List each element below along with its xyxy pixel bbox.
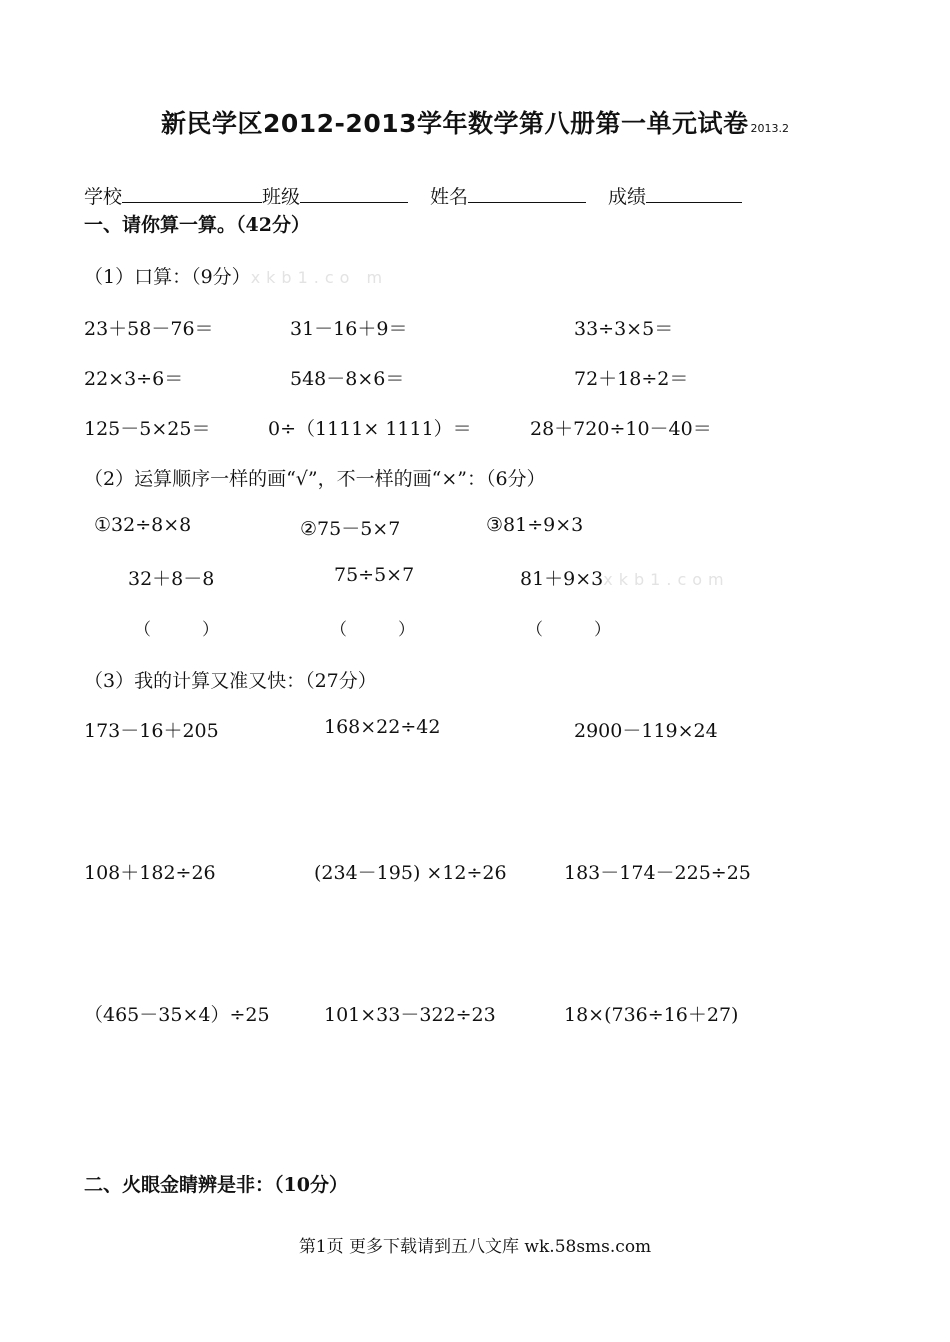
order-problem-compare: 75÷5×7 [334,564,415,586]
part1-heading: （1）口算：（9分）xkb1.co m [84,266,389,288]
calc-problem: （465－35×4）÷25 [84,1004,270,1026]
oral-problem: 125－5×25＝ [84,418,211,440]
name-blank[interactable] [468,182,586,203]
class-blank[interactable] [300,182,408,203]
name-label: 姓名 [430,186,469,208]
order-problem: ②75－5×7 [300,518,401,540]
order-problem-compare: 81＋9×3xkb1.com [520,568,730,590]
oral-problem: 23＋58－76＝ [84,318,214,340]
part3-heading: （3）我的计算又准又快：（27分） [84,670,377,692]
page-footer: 第1页 更多下载请到五八文库 wk.58sms.com [298,1237,652,1257]
school-blank[interactable] [122,182,262,203]
oral-problem: 22×3÷6＝ [84,368,184,390]
page-title [0,104,950,140]
class-label: 班级 [262,186,301,208]
score-label: 成绩 [608,186,647,208]
answer-box[interactable]: （ ） [330,620,415,640]
score-blank[interactable] [646,182,742,203]
order-problem: ①32÷8×8 [94,514,192,536]
oral-problem: 0÷（1111× 1111）＝ [268,418,472,440]
oral-problem: 548－8×6＝ [290,368,405,390]
calc-problem: 183－174－225÷25 [564,862,751,884]
answer-box[interactable]: （ ） [526,620,611,640]
oral-problem: 31－16＋9＝ [290,318,408,340]
order-problem-compare: 32＋8－8 [128,568,215,590]
title-text: 新民学区2012-2013学年数学第八册第一单元试卷 [160,109,749,138]
oral-problem: 33÷3×5＝ [574,318,674,340]
calc-problem: 18×(736÷16＋27) [564,1004,739,1026]
calc-problem: 173－16＋205 [84,720,219,742]
calc-problem: 2900－119×24 [574,720,718,742]
calc-problem: (234－195) ×12÷26 [314,862,507,884]
oral-problem: 72＋18÷2＝ [574,368,689,390]
order-problem: ③81÷9×3 [486,514,584,536]
title-date: 2013.2 [750,122,790,135]
watermark-text: xkb1.co m [250,268,389,287]
section2-heading: 二、火眼金睛辨是非：（10分） [84,1174,348,1196]
watermark-text: xkb1.com [603,570,730,589]
calc-problem: 101×33－322÷23 [324,1004,496,1026]
calc-problem: 108＋182÷26 [84,862,216,884]
oral-problem: 28＋720÷10－40＝ [530,418,712,440]
header-fields-row [84,182,742,209]
school-label: 学校 [84,186,123,208]
part2-heading: （2）运算顺序一样的画“√”，不一样的画“×”：（6分） [84,468,546,490]
section1-heading: 一、请你算一算。（42分） [84,214,310,236]
answer-box[interactable]: （ ） [134,620,219,640]
calc-problem: 168×22÷42 [324,716,441,738]
